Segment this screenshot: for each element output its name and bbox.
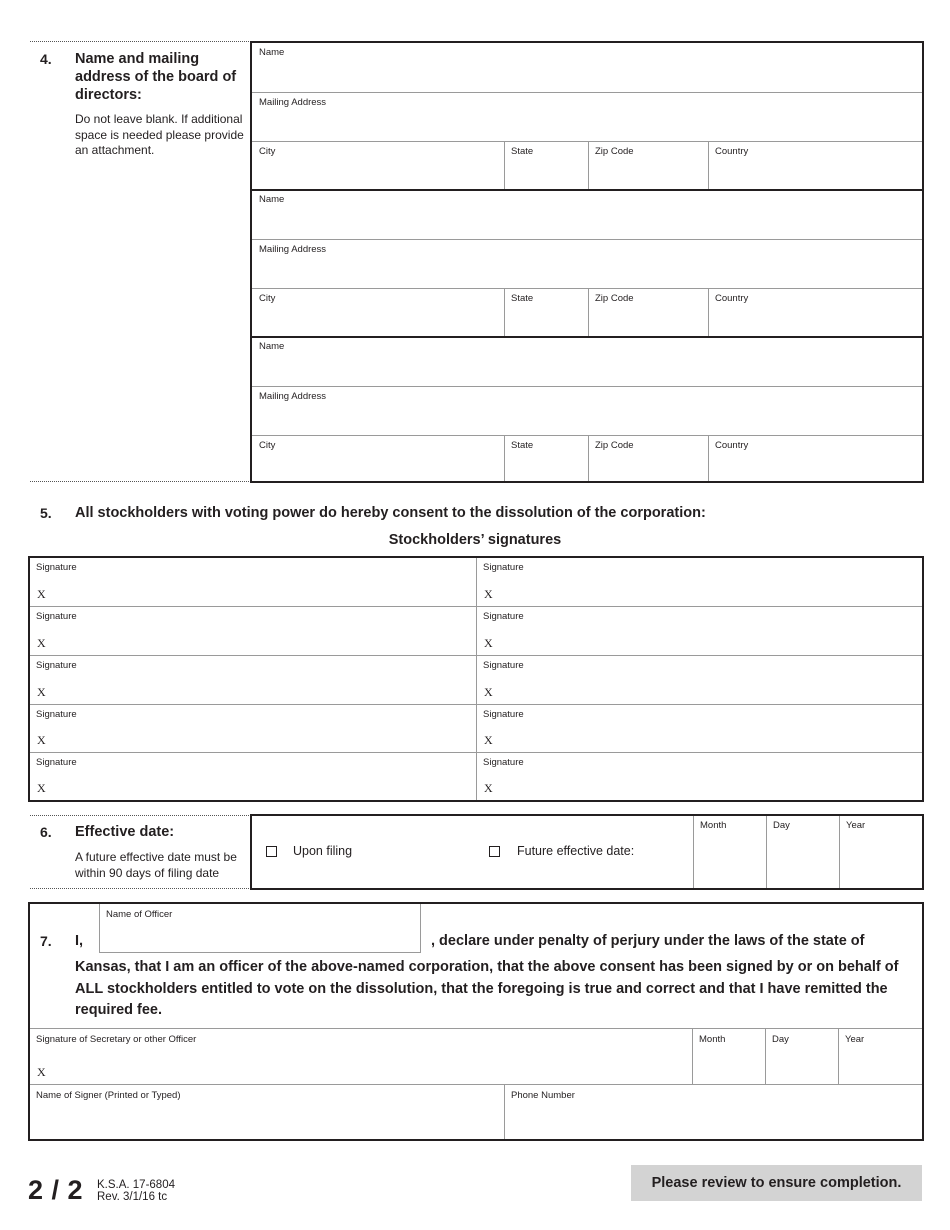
director-1-country-field[interactable] xyxy=(708,142,922,189)
stockholder-signature-field[interactable] xyxy=(477,753,922,800)
section6-bottom-dots xyxy=(30,888,251,889)
sign-mark: X xyxy=(484,685,493,699)
signature-label: Signature xyxy=(36,562,77,573)
section7-number: 7. xyxy=(40,933,52,949)
section6-heading: Effective date: xyxy=(75,824,175,840)
section6-number: 6. xyxy=(40,824,52,840)
stockholder-signature-field[interactable] xyxy=(477,607,922,655)
signature-label: Signature xyxy=(483,757,524,768)
sign-mark: X xyxy=(484,587,493,601)
officer-signature-field[interactable] xyxy=(30,1029,692,1083)
stockholder-signatures-table xyxy=(28,556,924,802)
mailing-address-label: Mailing Address xyxy=(259,97,327,108)
year-label: Year xyxy=(845,1034,865,1045)
phone-number-field[interactable] xyxy=(505,1085,922,1139)
director-2-name-field[interactable] xyxy=(252,190,922,239)
name-label: Name xyxy=(259,194,285,205)
stockholder-signature-field[interactable] xyxy=(30,607,476,655)
directors-table xyxy=(250,41,924,483)
state-label: State xyxy=(511,146,534,157)
declaration-first-line: , declare under penalty of perjury under the laws of the state of xyxy=(431,933,865,949)
director-2-state-field[interactable] xyxy=(504,289,588,336)
director-1-name-field[interactable] xyxy=(252,43,922,92)
director-3-zip-field[interactable] xyxy=(588,436,708,481)
stockholder-signature-field[interactable] xyxy=(30,656,476,704)
director-1-zip-field[interactable] xyxy=(588,142,708,189)
director-3-name-field[interactable] xyxy=(252,337,922,386)
director-1-address-field[interactable] xyxy=(252,93,922,141)
stockholder-signature-field[interactable] xyxy=(30,558,476,606)
signature-label: Signature xyxy=(36,757,77,768)
sign-mark: X xyxy=(37,685,46,699)
section4-top-dots xyxy=(30,41,251,42)
director-3-city-field[interactable] xyxy=(252,436,504,481)
country-label: Country xyxy=(715,293,749,304)
effective-month-field[interactable] xyxy=(694,816,766,888)
stockholder-signature-field[interactable] xyxy=(30,753,476,800)
declaration-text: Kansas, that I am an officer of the above-named corporation, that the above consent has been signed by or on behalf of ALL stockholders entitled to vote on the dissolution, that the foregoing is true and correct and that I have remitted the required fee. xyxy=(75,959,899,1018)
signer-name-field[interactable] xyxy=(30,1085,504,1139)
section5-subheading: Stockholders’ signatures xyxy=(388,532,562,548)
declaration-box xyxy=(28,902,924,1141)
officer-name-field[interactable] xyxy=(99,904,421,953)
country-label: Country xyxy=(715,146,749,157)
day-label: Day xyxy=(772,1034,789,1045)
future-date-checkbox[interactable] xyxy=(489,846,500,857)
sign-mark: X xyxy=(37,636,46,650)
director-1-state-field[interactable] xyxy=(504,142,588,189)
future-date-label: Future effective date: xyxy=(517,844,635,858)
name-label: Name xyxy=(259,47,285,58)
sign-mark: X xyxy=(484,733,493,747)
signature-label: Signature xyxy=(483,562,524,573)
review-reminder-banner: Please review to ensure completion. xyxy=(631,1165,922,1201)
zip-label: Zip Code xyxy=(595,440,634,451)
city-label: City xyxy=(259,146,276,157)
director-3-address-field[interactable] xyxy=(252,387,922,435)
signed-year-field[interactable] xyxy=(839,1029,922,1083)
zip-label: Zip Code xyxy=(595,293,634,304)
director-2-address-field[interactable] xyxy=(252,240,922,288)
sign-mark: X xyxy=(37,587,46,601)
section7-i: I, xyxy=(75,933,84,949)
mailing-address-label: Mailing Address xyxy=(259,391,327,402)
state-label: State xyxy=(511,293,534,304)
sign-mark: X xyxy=(37,1065,46,1079)
director-2-city-field[interactable] xyxy=(252,289,504,336)
section4-bottom-dots xyxy=(30,481,251,482)
state-label: State xyxy=(511,440,534,451)
effective-date-box xyxy=(250,814,924,890)
page-number: 2 / 2 xyxy=(28,1175,84,1205)
signature-label: Signature xyxy=(36,660,77,671)
section4-heading: Name and mailing address of the board of directors: xyxy=(75,51,237,103)
phone-number-label: Phone Number xyxy=(511,1090,575,1101)
month-label: Month xyxy=(699,1034,726,1045)
city-label: City xyxy=(259,293,276,304)
signer-name-label: Name of Signer (Printed or Typed) xyxy=(36,1090,181,1101)
sign-mark: X xyxy=(37,733,46,747)
signed-month-field[interactable] xyxy=(693,1029,765,1083)
sign-mark: X xyxy=(484,636,493,650)
name-label: Name xyxy=(259,341,285,352)
stockholder-signature-field[interactable] xyxy=(477,705,922,752)
day-label: Day xyxy=(773,820,790,831)
stockholder-signature-field[interactable] xyxy=(477,558,922,606)
section5-heading: All stockholders with voting power do hereby consent to the dissolution of the corporation: xyxy=(75,505,706,521)
section4-number: 4. xyxy=(40,51,52,67)
signature-label: Signature xyxy=(36,611,77,622)
sign-mark: X xyxy=(484,781,493,795)
signature-label: Signature xyxy=(483,660,524,671)
mailing-address-label: Mailing Address xyxy=(259,244,327,255)
section5-number: 5. xyxy=(40,505,52,521)
section4-note: Do not leave blank. If additional space is needed please provide an attachment. xyxy=(75,112,244,157)
director-1-city-field[interactable] xyxy=(252,142,504,189)
stockholder-signature-field[interactable] xyxy=(477,656,922,704)
year-label: Year xyxy=(846,820,866,831)
upon-filing-label: Upon filing xyxy=(293,844,353,858)
stockholder-signature-field[interactable] xyxy=(30,705,476,752)
upon-filing-checkbox[interactable] xyxy=(266,846,277,857)
country-label: Country xyxy=(715,440,749,451)
statute-reference: K.S.A. 17-6804 xyxy=(97,1179,175,1191)
signature-label: Signature xyxy=(483,611,524,622)
signature-label: Signature xyxy=(483,709,524,720)
zip-label: Zip Code xyxy=(595,146,634,157)
effective-year-field[interactable] xyxy=(840,816,922,888)
sign-mark: X xyxy=(37,781,46,795)
officer-signature-label: Signature of Secretary or other Officer xyxy=(36,1034,197,1045)
revision-date: Rev. 3/1/16 tc xyxy=(97,1191,168,1203)
signature-label: Signature xyxy=(36,709,77,720)
director-3-state-field[interactable] xyxy=(504,436,588,481)
section6-note: A future effective date must be within 90 days of filing date xyxy=(75,850,237,880)
director-2-zip-field[interactable] xyxy=(588,289,708,336)
director-3-country-field[interactable] xyxy=(708,436,922,481)
director-2-country-field[interactable] xyxy=(708,289,922,336)
section6-top-dots xyxy=(30,815,251,816)
city-label: City xyxy=(259,440,276,451)
month-label: Month xyxy=(700,820,727,831)
signed-day-field[interactable] xyxy=(766,1029,838,1083)
effective-day-field[interactable] xyxy=(767,816,839,888)
officer-name-label: Name of Officer xyxy=(106,909,173,920)
